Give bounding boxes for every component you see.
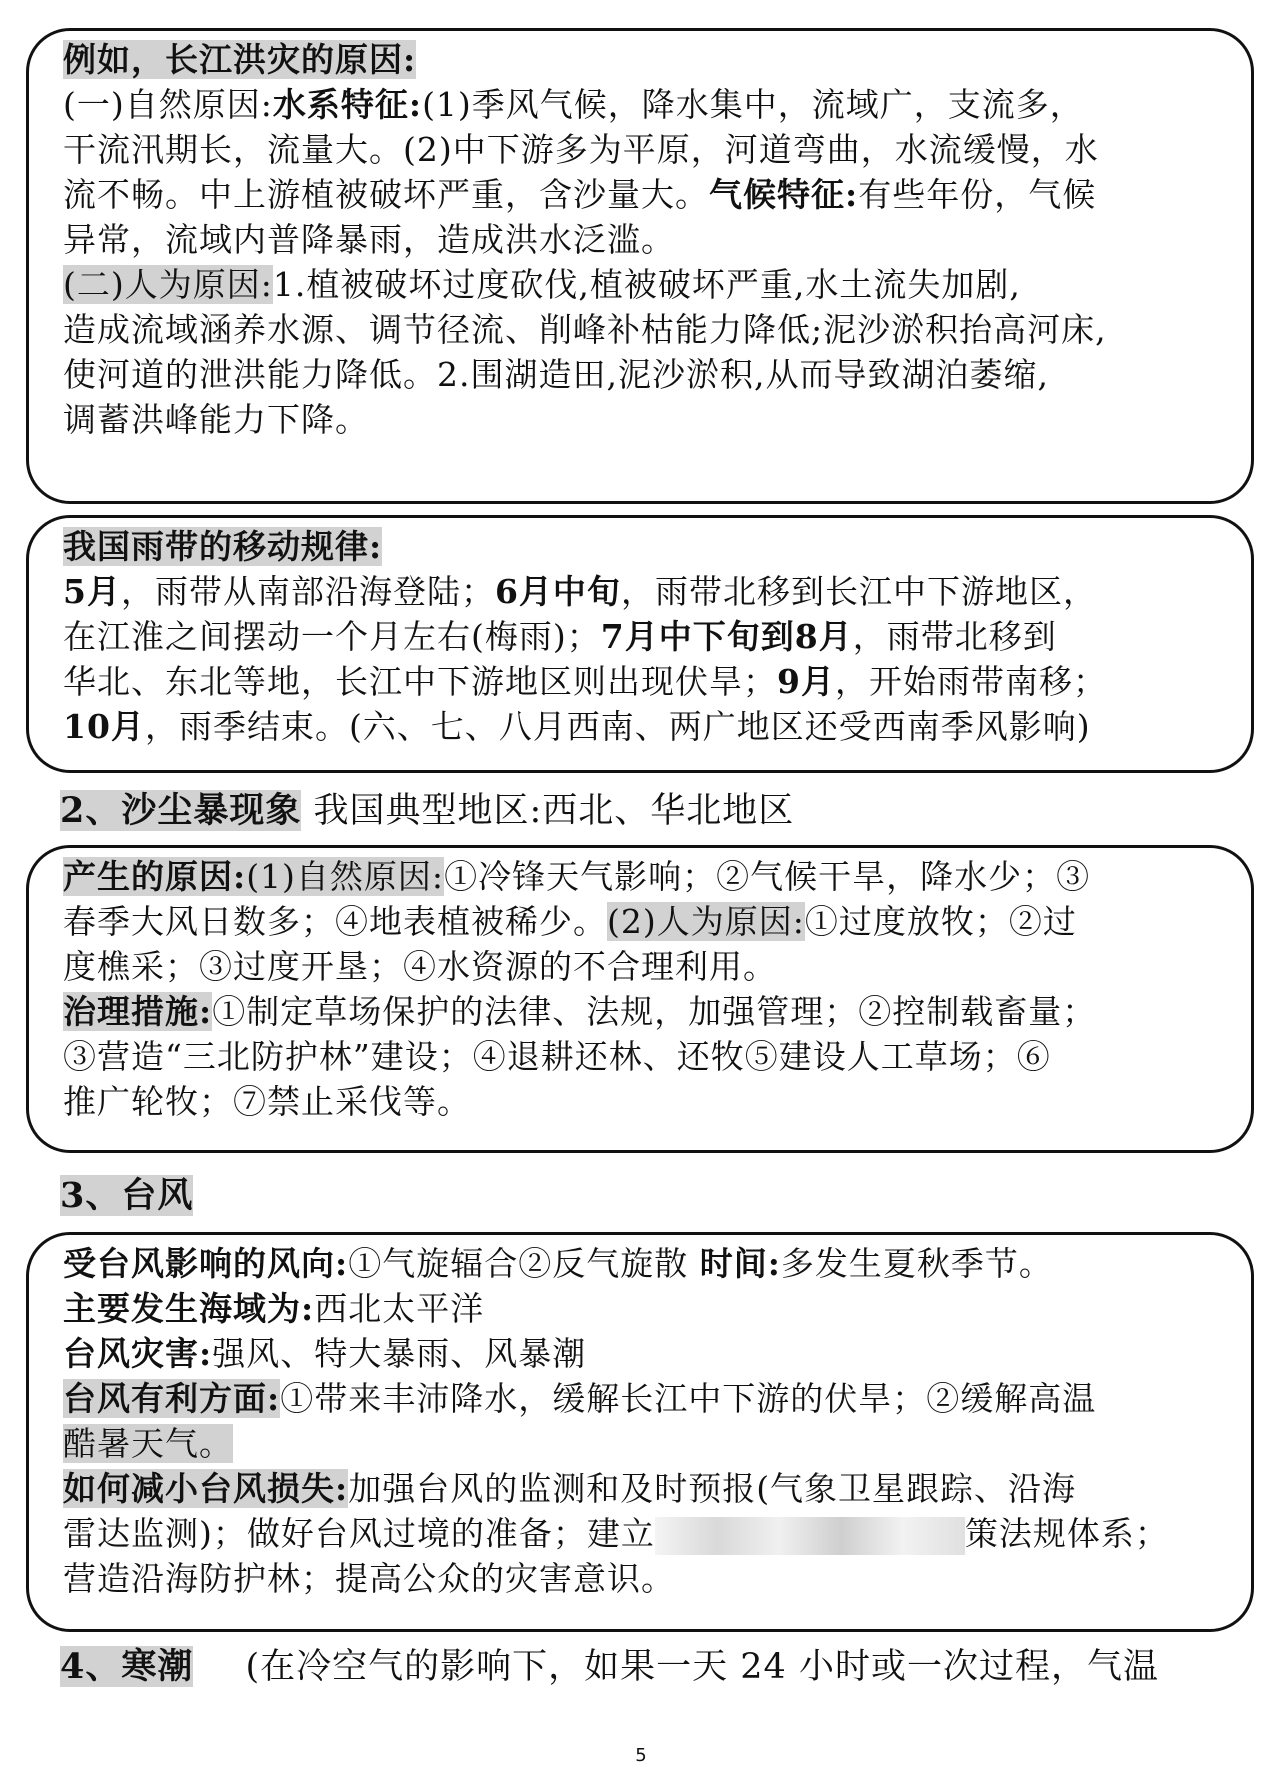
flood-line-2: 干流汛期长，流量大。(2)中下游多为平原，河道弯曲，水流缓慢，水 [63, 130, 1099, 169]
rain-belt-box [26, 515, 1254, 773]
human-causes-label: (二)人为原因: [63, 265, 273, 304]
flood-line-1: (一)自然原因:水系特征:(1)季风气候，降水集中，流域广，支流多， [63, 85, 1084, 124]
rainbelt-line-1: 5月，雨带从南部沿海登陆；6月中旬，雨带北移到长江中下游地区， [63, 572, 1097, 611]
typhoon-box [26, 1232, 1254, 1632]
typhoon-line-1: 受台风影响的风向:①气旋辐合②反气旋散 时间:多发生夏秋季节。 [63, 1244, 1053, 1283]
flood-causes-box [26, 28, 1254, 504]
cold-wave-heading-note: (在冷空气的影响下，如果一天 24 小时或一次过程，气温 [245, 1647, 1159, 1687]
typhoon-line-7: 雷达监测)；做好台风过境的准备；建立 策法规体系； [63, 1514, 1169, 1553]
typhoon-line-3: 台风灾害:强风、特大暴雨、风暴潮 [63, 1334, 587, 1373]
dust-line-5: ③营造“三北防护林”建设；④退耕还林、还牧⑤建设人工草场；⑥ [63, 1037, 1051, 1076]
typhoon-line-8: 营造沿海防护林；提高公众的灾害意识。 [63, 1559, 675, 1598]
sandstorm-heading-label: 2、沙尘暴现象 [60, 790, 302, 831]
rainbelt-line-3: 华北、东北等地，长江中下游地区则出现伏旱；9月，开始雨带南移； [63, 662, 1107, 701]
dust-line-6: 推广轮牧；⑦禁止采伐等。 [63, 1082, 471, 1121]
sandstorm-heading-note: 我国典型地区:西北、华北地区 [313, 791, 795, 831]
flood-title: 例如，长江洪灾的原因: [63, 40, 417, 79]
dust-line-1: 产生的原因:(1)自然原因:①冷锋天气影响；②气候干旱，降水少；③ [63, 857, 1091, 896]
typhoon-heading [60, 1171, 193, 1221]
climate-label: 气候特征: [709, 175, 859, 214]
rainbelt-title: 我国雨带的移动规律: [63, 527, 383, 566]
flood-title-line [63, 37, 1221, 82]
flood-line-8: 调蓄洪峰能力下降。 [63, 400, 369, 439]
rainbelt-line-4: 10月，雨季结束。(六、七、八月西南、两广地区还受西南季风影响) [63, 707, 1091, 746]
flood-line-3: 流不畅。中上游植被破坏严重，含沙量大。气候特征:有些年份，气候 [63, 175, 1097, 214]
typhoon-line-2: 主要发生海域为:西北太平洋 [63, 1289, 485, 1328]
water-system-label: 水系特征: [272, 85, 423, 124]
flood-line-4: 异常，流域内普降暴雨，造成洪水泛滥。 [63, 220, 675, 259]
sandstorm-heading [60, 786, 794, 836]
typhoon-line-4: 台风有利方面:①带来丰沛降水，缓解长江中下游的伏旱；②缓解高温 [63, 1379, 1097, 1418]
redacted-watermark [655, 1517, 965, 1555]
page-number: 5 [635, 1745, 647, 1766]
dust-line-3: 度樵采；③过度开垦；④水资源的不合理利用。 [63, 947, 777, 986]
dust-line-4: 治理措施:①制定草场保护的法律、法规，加强管理；②控制载畜量； [63, 992, 1097, 1031]
cold-wave-heading-label: 4、寒潮 [60, 1646, 194, 1687]
flood-line-6: 造成流域涵养水源、调节径流、削峰补枯能力降低;泥沙淤积抬高河床, [63, 310, 1107, 349]
sandstorm-box [26, 845, 1254, 1153]
typhoon-heading-label: 3、台风 [60, 1175, 194, 1216]
flood-line-7: 使河道的泄洪能力降低。2.围湖造田,泥沙淤积,从而导致湖泊萎缩, [63, 355, 1049, 394]
typhoon-line-6: 如何减小台风损失:加强台风的监测和及时预报(气象卫星跟踪、沿海 [63, 1469, 1077, 1508]
rainbelt-line-2: 在江淮之间摆动一个月左右(梅雨)；7月中下旬到8月，雨带北移到 [63, 617, 1057, 656]
dust-line-2: 春季大风日数多；④地表植被稀少。(2)人为原因:①过度放牧；②过 [63, 902, 1077, 941]
flood-line-5: (二)人为原因:1.植被破坏过度砍伐,植被破坏严重,水土流失加剧, [63, 265, 1021, 304]
rainbelt-title-line [63, 524, 1221, 569]
typhoon-line-5: 酷暑天气。 [63, 1424, 233, 1463]
cold-wave-heading [60, 1642, 1159, 1692]
